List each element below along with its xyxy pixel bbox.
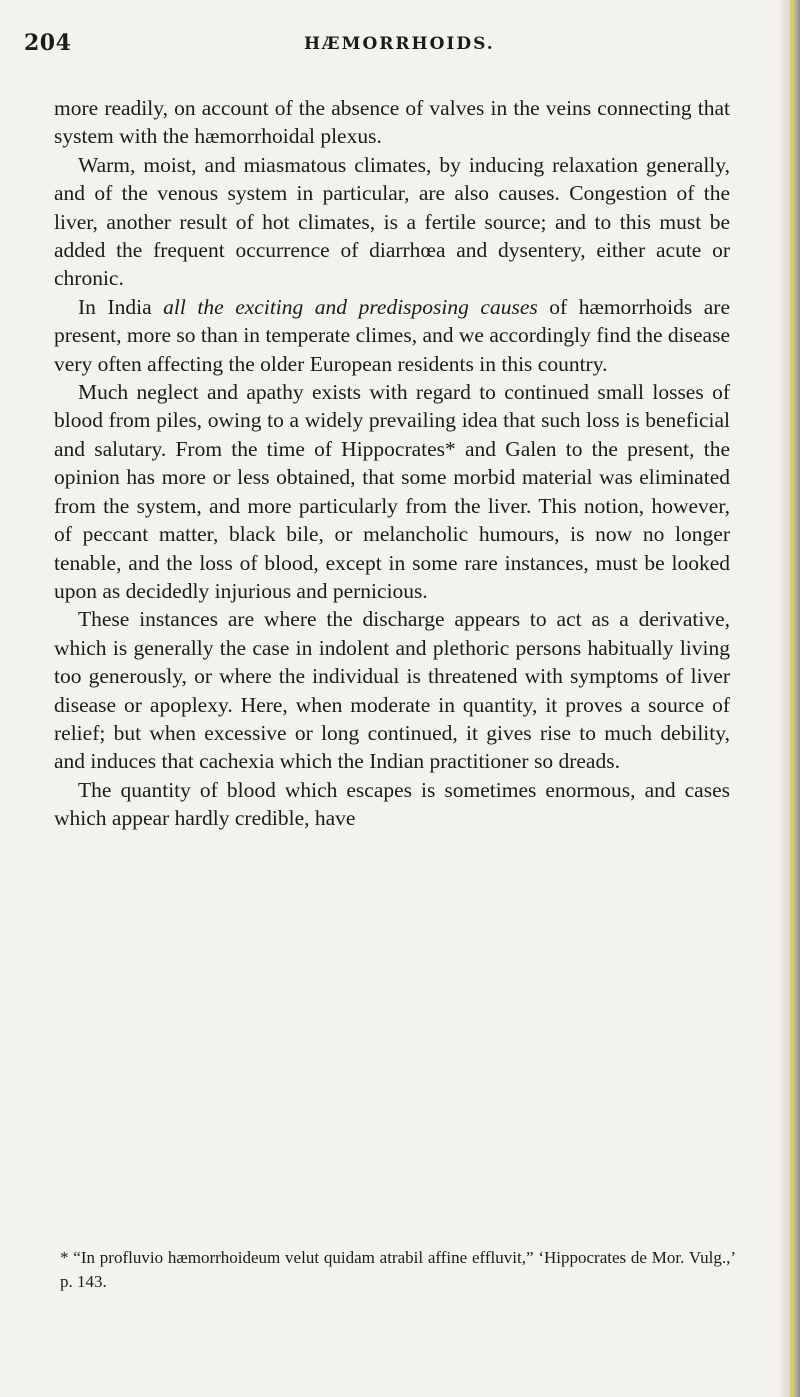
- text-segment: The quantity of blood which escapes is sometimes enormous, and cases which appear hardly credible, have: [54, 777, 730, 831]
- page-header: [24, 30, 744, 60]
- paragraph: [54, 605, 730, 775]
- page-edge-stripe: [790, 0, 794, 1397]
- paragraph: [54, 293, 730, 378]
- text-segment: more readily, on account of the absence of valves in the veins connecting that system with the hæmorrhoidal plexus.: [54, 96, 730, 149]
- text-segment: of hæmorrhoids are present, more so than in temperate climes, and we accordingly find the disease very often affecting the older European residents in this country.: [54, 294, 730, 376]
- paragraph: [54, 94, 730, 151]
- paragraph: [54, 151, 730, 293]
- italic-text: all the exciting and predisposing causes: [163, 294, 538, 319]
- text-segment: Warm, moist, and miasmatous climates, by inducing relaxation generally, and of the venous system in particular, are also causes. Congestion of the liver, another result of hot climates, is a fertile source; and to this must be added the frequent occurrence of diarrhœa and dysentery, either acute or chronic.: [54, 152, 730, 291]
- body-text: [54, 94, 730, 833]
- running-title: HÆMORRHOIDS.: [304, 34, 495, 54]
- text-segment: These instances are where the discharge appears to act as a derivative, which is generally the case in indolent and plethoric persons habitually living too generously, or where the individual is threatened with symptoms of liver disease or apoplexy. Here, when moderate in quantity, it proves a source of relief; but when excessive or long continued, it gives rise to much debility, and induces that cachexia which the Indian practitioner so dreads.: [54, 607, 730, 774]
- footnote-text: * “In profluvio hæmorrhoideum velut quidam atrabil affine effluvit,” ‘Hippocrates de Mor. Vulg.,’ p. 143.: [60, 1248, 736, 1291]
- text-segment: In India: [78, 294, 164, 319]
- text-segment: Much neglect and apathy exists with regard to continued small losses of blood from piles, owing to a widely prevailing idea that such loss is beneficial and salutary. From the time of Hippocrates* and Galen to the present, the opinion has more or less obtained, that some morbid material was eliminated from the system, and more particularly from the liver. This notion, however, of peccant matter, black bile, or melancholic humours, is now no longer tenable, and the loss of blood, except in some rare instances, must be looked upon as decidedly injurious and pernicious.: [54, 380, 730, 603]
- paragraph: [54, 378, 730, 605]
- page-edge-shadow: [778, 0, 800, 1397]
- page-number: 204: [24, 30, 72, 56]
- footnote: [60, 1246, 736, 1294]
- paragraph: [54, 776, 730, 833]
